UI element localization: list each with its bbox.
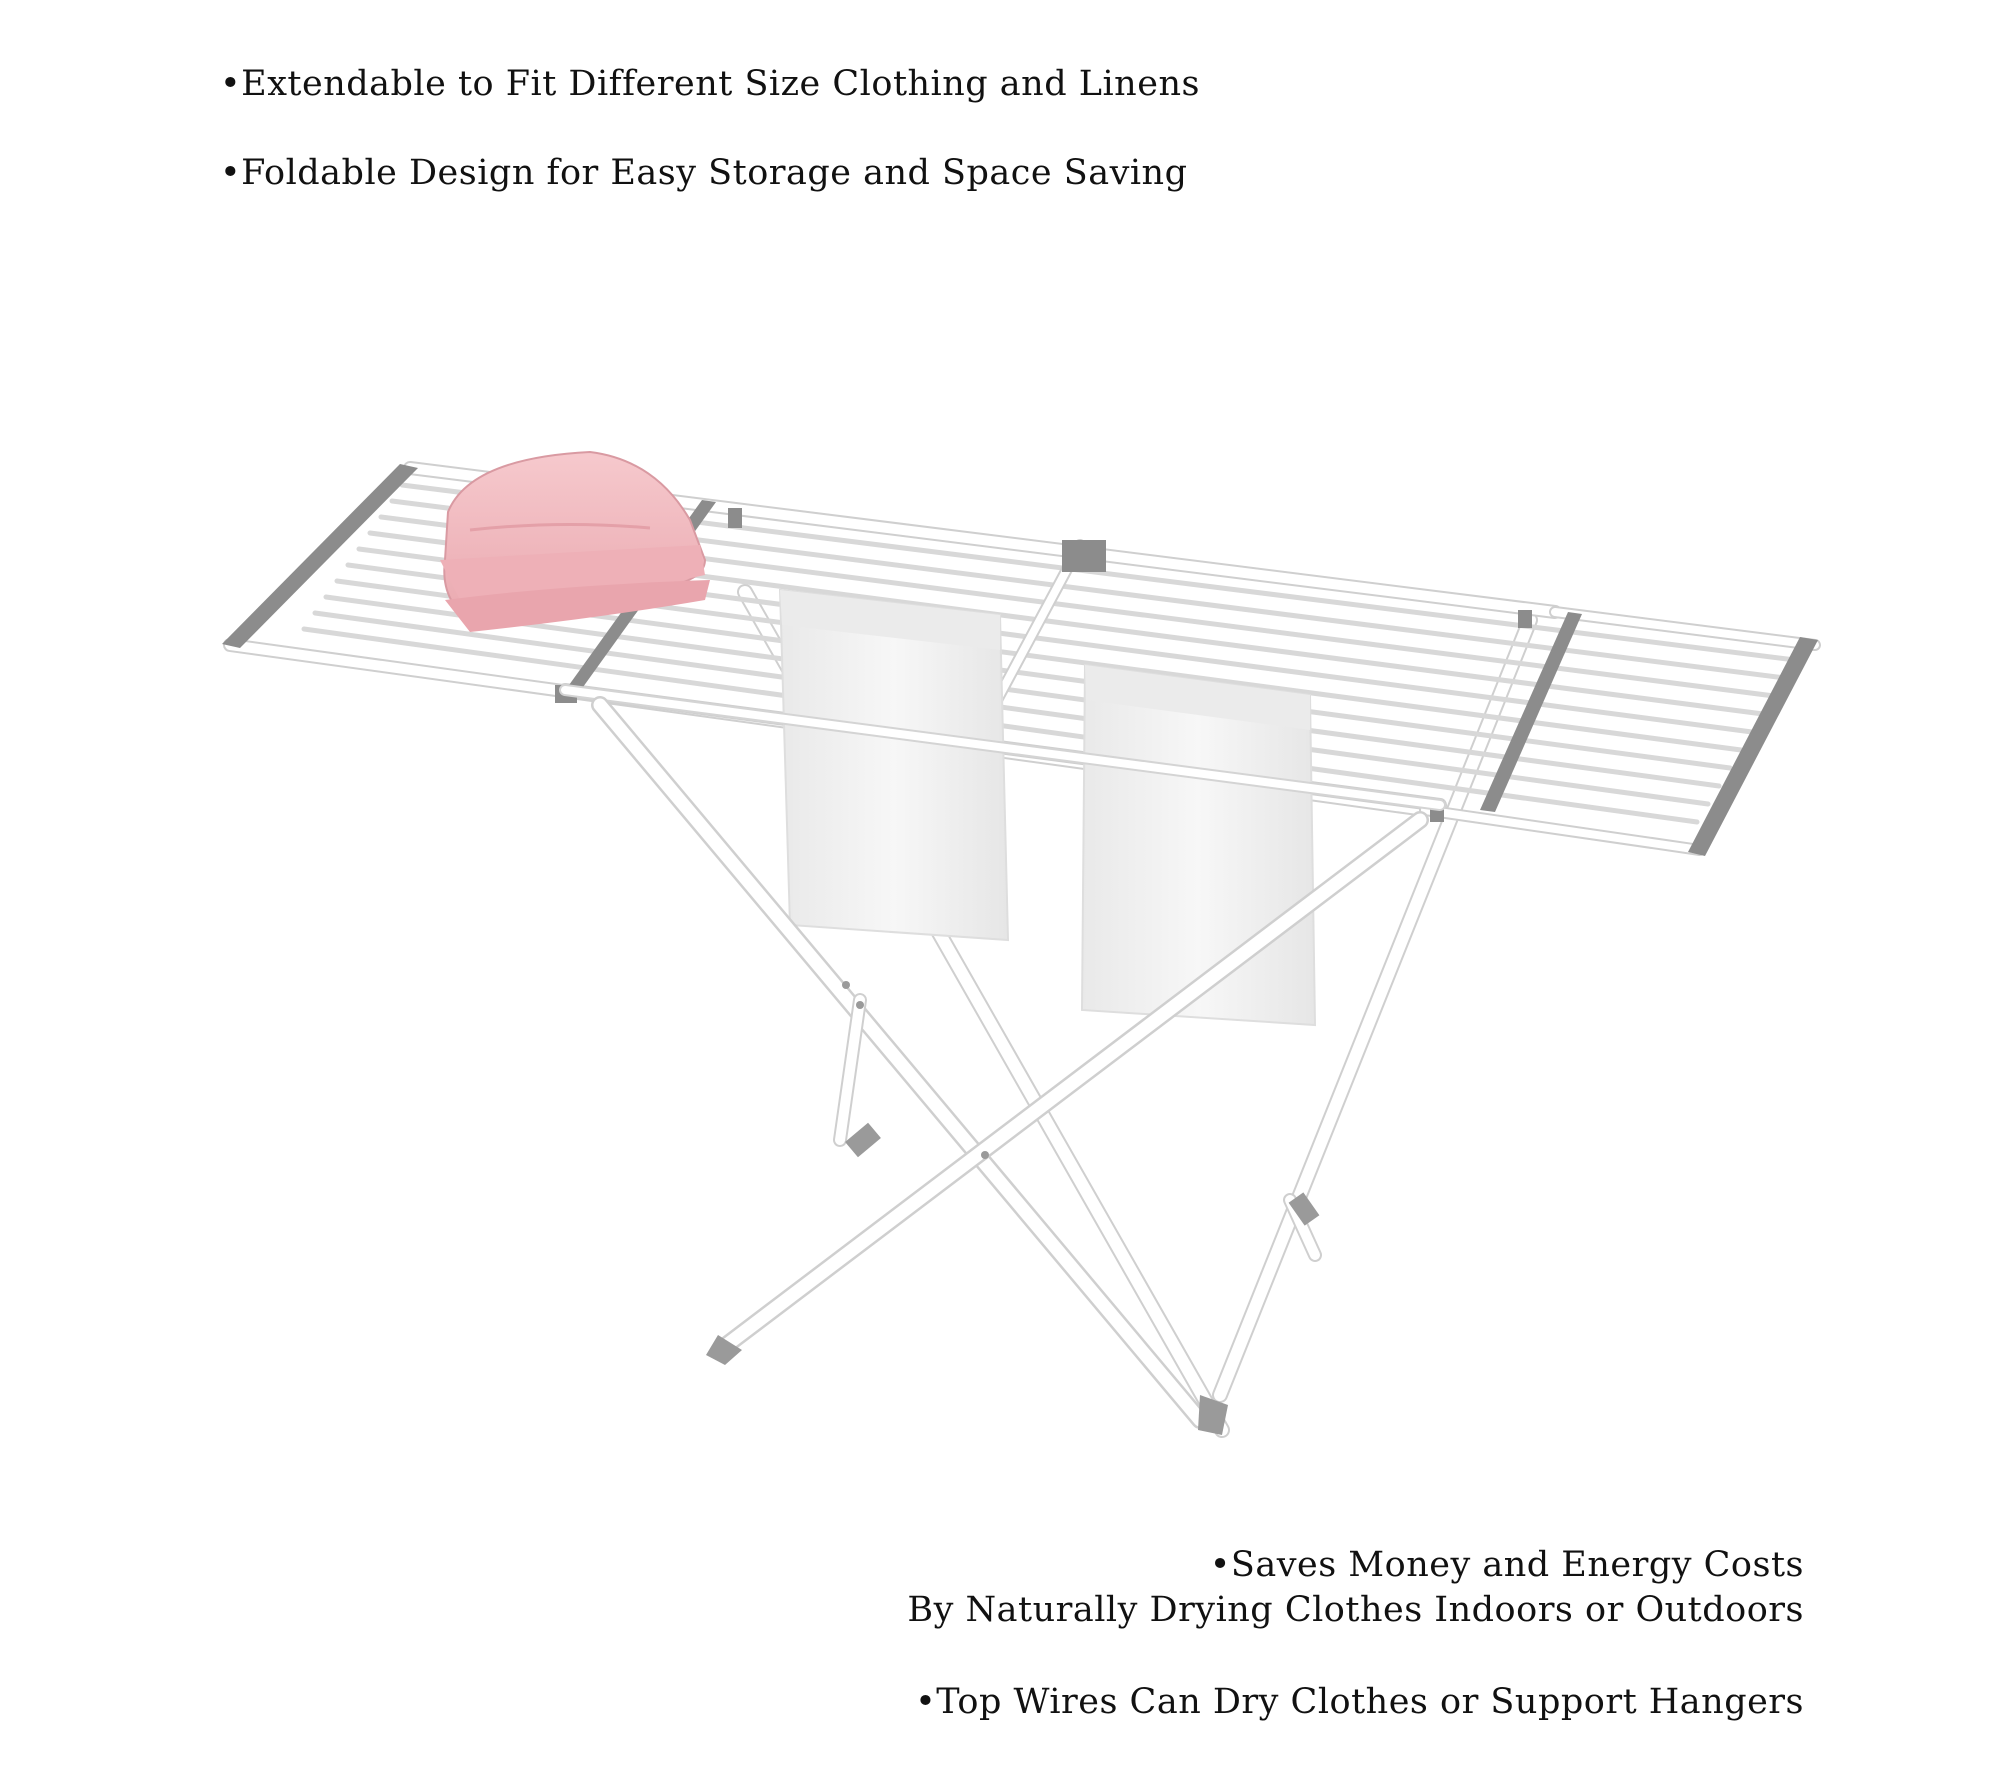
- pink-folded-cloth: [440, 452, 710, 632]
- feature-saves-money-line-2: By Naturally Drying Clothes Indoors or Outdoors: [907, 1590, 1804, 1630]
- feature-extendable: •Extendable to Fit Different Size Clothing and Linens: [220, 64, 1200, 104]
- white-towel-right: [1082, 665, 1315, 1025]
- feature-top-wires: •Top Wires Can Dry Clothes or Support Hangers: [915, 1682, 1804, 1722]
- feature-saves-money-line-1: •Saves Money and Energy Costs: [1209, 1545, 1804, 1585]
- white-towel-left: [780, 590, 1008, 940]
- feature-foldable: •Foldable Design for Easy Storage and Space Saving: [220, 153, 1188, 193]
